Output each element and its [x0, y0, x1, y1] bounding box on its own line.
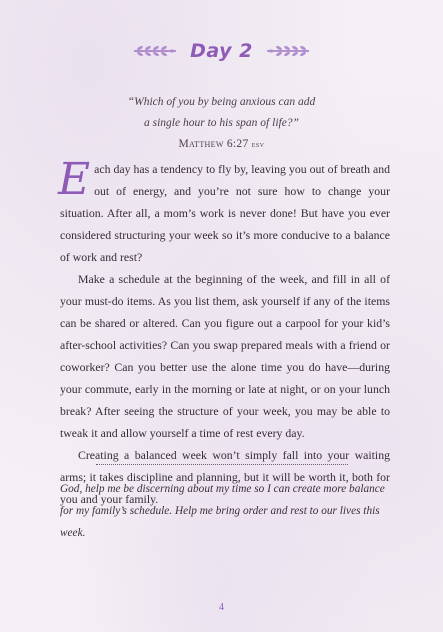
paragraph-1-text: ach day has a tendency to fly by, leaving you out of breath and out of energy, and you’re not sure how to change your situation. After all, a mom’s work is never done! But have you ever considered structuring your week so it’s more conducive to a balance of work and rest? — [60, 162, 390, 264]
laurel-branch-icon — [265, 43, 311, 59]
paragraph-1 — [58, 154, 390, 268]
verse-reference — [0, 134, 443, 155]
devotional-body — [58, 154, 390, 510]
verse-version: esv — [251, 139, 265, 149]
paragraph-3: Creating a balanced week won’t simply fall into your waiting arms; it takes discipline and planning, but it will be worth it, both for you and your family. — [60, 448, 390, 506]
prayer-text: God, help me be discerning about my time so I can create more balance for my family’s schedule. Help me bring order and rest to our lives this week. — [60, 483, 385, 539]
paragraph-2: Make a schedule at the beginning of the week, and fill in all of your must-do items. As you list them, ask yourself if any of the items can be shared or altered. Can you figure out a carpool for your kid’s after-school activities? Can you swap prepared meals with a friend or coworker? Can you better use the alone time you do have—during your commute, early in the morning or late at night, or on your lunch break? After seeing the structure of your week, you may be able to tweak it and allow yourself a time of rest every day. — [60, 272, 390, 440]
drop-cap: E — [58, 154, 91, 205]
verse-line-1: “Which of you by being anxious can add — [127, 96, 316, 108]
dotted-divider — [96, 464, 348, 465]
page-number: 4 — [219, 602, 224, 613]
verse-reference-text: Matthew 6:27 — [178, 138, 249, 150]
laurel-branch-icon — [132, 43, 178, 59]
day-title: Day 2 — [190, 40, 253, 62]
day-header — [0, 40, 443, 62]
verse-line-2: a single hour to his span of life?” — [144, 117, 299, 129]
scripture-verse — [0, 92, 443, 155]
